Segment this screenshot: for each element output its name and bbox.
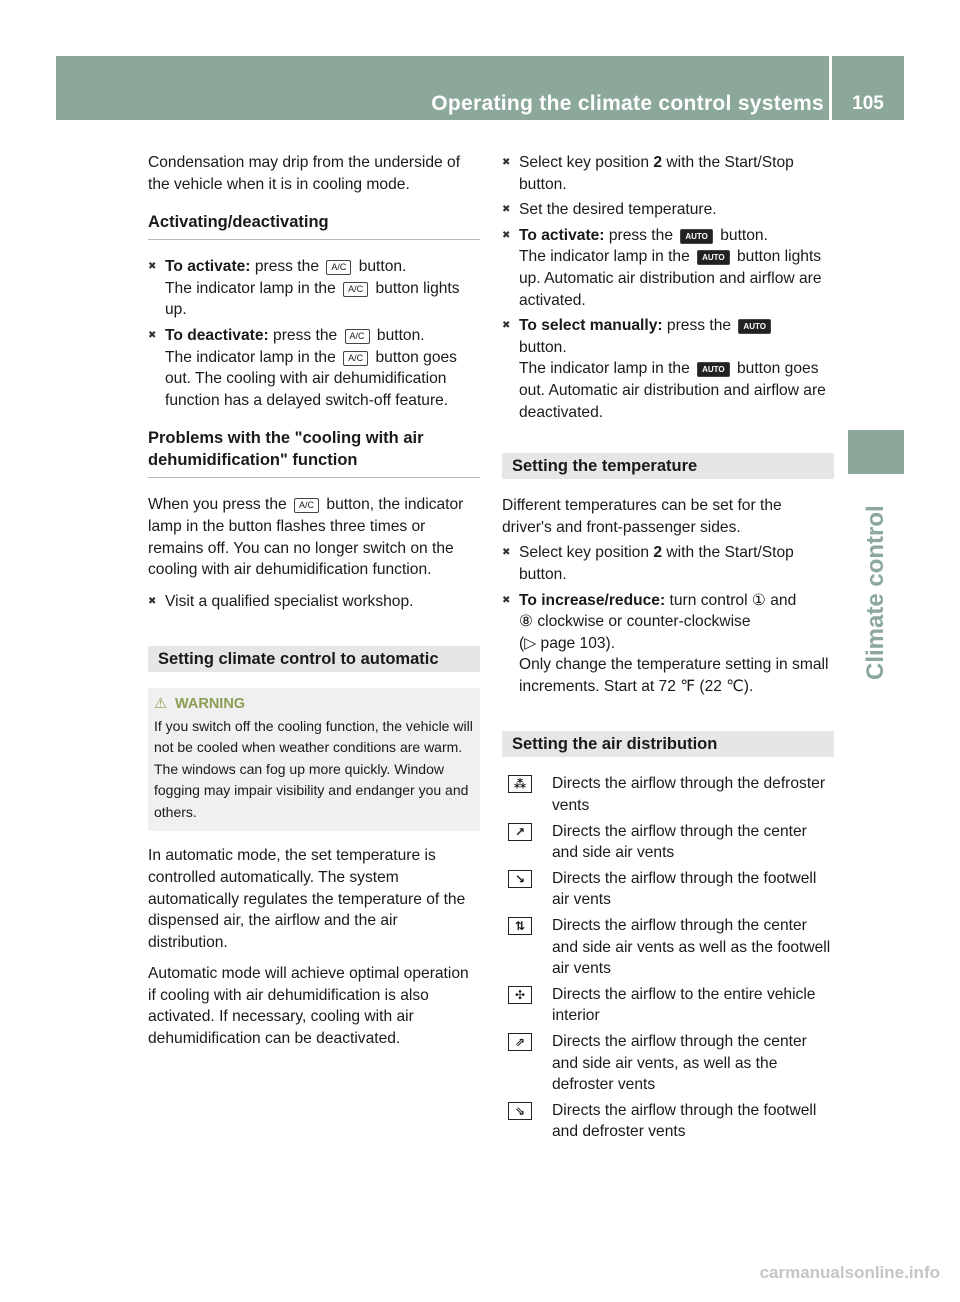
footwell-defroster-icon [502, 1102, 538, 1120]
air-mode-symbol: ⁂ [508, 775, 532, 793]
auto-activate-label: To activate: [519, 226, 605, 244]
watermark: carmanualsonline.info [759, 1263, 940, 1282]
key-position-number: 2 [653, 154, 663, 171]
temperature-section-band: Setting the temperature [502, 453, 834, 479]
auto-paragraph-1: In automatic mode, the set temperature is controlled automatically. The system automatically regulates the temperature of the dispensed air, the airflow and the air distribution. [148, 847, 466, 951]
defroster-vents-icon [502, 775, 538, 793]
warning-box [148, 688, 480, 831]
automatic-section-band: Setting climate control to automatic [148, 646, 480, 672]
air-mode-symbol: ⇘ [508, 1102, 532, 1120]
ac-button-icon: A/C [326, 260, 351, 275]
deactivate-step [148, 325, 480, 411]
manual-text: press the [666, 317, 732, 335]
activate-text: press the [254, 258, 319, 276]
increase-reduce-note: Only change the temperature setting in small increments. Start at 72 ℉ (22 ℃). [519, 656, 829, 695]
right-column [502, 152, 834, 1147]
warning-icon: ⚠ [154, 696, 167, 713]
problems-text-end: button, the indicator lamp in the button flashes three times or remains off. You can no longer switch on the cooling with air dehumidification function. [148, 496, 464, 579]
activate-lamp-text-end: button lights up. [165, 279, 460, 319]
air-distribution-item [502, 1100, 834, 1143]
control-1-icon: ① [751, 591, 766, 609]
activate-lamp-text: The indicator lamp in the [165, 279, 336, 297]
section-side-label: Climate control [862, 505, 889, 680]
ac-button-icon: A/C [343, 282, 368, 297]
key-position-text: Select key position [519, 154, 650, 171]
auto-activate-text-end: button. [720, 226, 768, 244]
problems-heading: Problems with the "cooling with air dehumidification" function [148, 429, 424, 470]
deactivate-lamp-text-end: button goes out. The cooling with air dehumidification function has a delayed switch-off feature. [165, 348, 457, 409]
air-mode-symbol: ⇅ [508, 917, 532, 935]
ac-button-icon: A/C [294, 498, 319, 513]
entire-interior-icon [502, 986, 538, 1004]
deactivate-text-end: button. [376, 326, 425, 344]
air-distribution-item [502, 773, 834, 816]
air-distribution-text: Directs the airflow through the footwell air vents [552, 869, 817, 909]
deactivate-lamp-text: The indicator lamp in the [165, 348, 336, 366]
increase-reduce-step [502, 590, 834, 698]
air-distribution-item [502, 1031, 834, 1096]
page-title: Operating the climate control systems [431, 92, 824, 115]
temp-key-position-number: 2 [653, 544, 663, 562]
air-distribution-text: Directs the airflow through the center and side air vents, as well as the defroster vents [552, 1033, 807, 1094]
air-distribution-item [502, 821, 834, 864]
temp-key-position-step [502, 542, 834, 585]
left-column [148, 152, 480, 1060]
problems-heading-block [148, 427, 480, 478]
manual-label: To select manually: [519, 317, 663, 335]
control-8-icon: ⑧ [519, 613, 533, 631]
air-distribution-band: Setting the air distribution [502, 731, 834, 757]
warning-text: If you switch off the cooling function, the vehicle will not be cooled when weather conditions are warm. The windows can fog up more quickly. Window fogging may impair visibility and endanger you and others. [154, 717, 473, 820]
deactivate-label: To deactivate: [165, 326, 269, 344]
warning-title [154, 694, 474, 716]
warning-title-text: WARNING [175, 696, 246, 713]
auto-button-icon: AUTO [738, 319, 771, 334]
ac-button-icon: A/C [343, 351, 368, 366]
auto-activate-step [502, 225, 834, 311]
activate-step [148, 256, 480, 321]
air-distribution-text: Directs the airflow through the defroster vents [552, 775, 826, 815]
section-tab [848, 430, 904, 474]
intro-paragraph: Condensation may drip from the underside of the vehicle when it is in cooling mode. [148, 154, 461, 193]
auto-paragraph-2: Automatic mode will achieve optimal operation if cooling with air dehumidification is also activated. If necessary, cooling with air dehumidification can be deactivated. [148, 965, 469, 1048]
temperature-intro: Different temperatures can be set for the driver's and front-passenger sides. [502, 497, 782, 536]
air-mode-symbol: ↗ [508, 823, 532, 841]
air-mode-symbol: ✣ [508, 986, 532, 1004]
air-distribution-text: Directs the airflow through the center and side air vents [552, 822, 807, 862]
air-mode-symbol: ⇗ [508, 1033, 532, 1051]
air-mode-symbol: ↘ [508, 870, 532, 888]
center-side-vents-icon [502, 823, 538, 841]
increase-reduce-text: turn control [669, 591, 748, 609]
air-distribution-list [502, 773, 834, 1143]
air-distribution-text: Directs the airflow through the footwell and defroster vents [552, 1101, 817, 1141]
increase-reduce-direction: clockwise or counter-clockwise [537, 613, 751, 631]
auto-button-icon: AUTO [680, 229, 713, 244]
air-distribution-text: Directs the airflow through the center and side air vents as well as the footwell air vents [552, 917, 831, 978]
auto-activate-lamp-text: The indicator lamp in the [519, 248, 690, 266]
air-distribution-text: Directs the airflow to the entire vehicle interior [552, 985, 816, 1025]
activating-heading-block [148, 211, 480, 240]
activate-label: To activate: [165, 258, 251, 276]
ac-button-icon: A/C [345, 329, 370, 344]
activating-heading: Activating/deactivating [148, 213, 329, 232]
footwell-vents-icon [502, 870, 538, 888]
air-distribution-item [502, 868, 834, 911]
temp-key-position-text-end: with the Start/Stop button. [519, 544, 794, 583]
center-side-defroster-icon [502, 1033, 538, 1051]
key-position-text-end: with the Start/Stop button. [519, 154, 794, 193]
deactivate-text: press the [273, 326, 338, 344]
center-side-footwell-icon [502, 917, 538, 935]
air-distribution-item [502, 984, 834, 1027]
auto-activate-lamp-text-end: button lights up. Automatic air distribution and airflow are activated. [519, 248, 822, 309]
workshop-step: ✖ Visit a qualified specialist workshop. [148, 591, 480, 613]
temp-key-position-text: Select key position [519, 544, 650, 562]
set-temperature-step: ✖ Set the desired temperature. [502, 199, 834, 221]
manual-lamp-text-end: button goes out. Automatic air distribution and airflow are deactivated. [519, 360, 826, 421]
manual-step [502, 315, 834, 423]
page-number: 105 [852, 93, 884, 114]
auto-button-icon: AUTO [697, 362, 730, 377]
increase-reduce-label: To increase/reduce: [519, 591, 666, 609]
manual-text-end: button. [519, 338, 567, 356]
problems-text: When you press the [148, 496, 287, 514]
problems-paragraph [148, 494, 480, 580]
page-reference-link[interactable]: (▷ page 103). [519, 634, 616, 652]
key-position-step [502, 152, 834, 195]
air-distribution-item [502, 915, 834, 980]
manual-lamp-text: The indicator lamp in the [519, 360, 690, 378]
activate-text-end: button. [358, 258, 407, 276]
increase-reduce-and: and [770, 591, 797, 609]
auto-activate-text: press the [608, 226, 673, 244]
auto-button-icon: AUTO [697, 250, 730, 265]
